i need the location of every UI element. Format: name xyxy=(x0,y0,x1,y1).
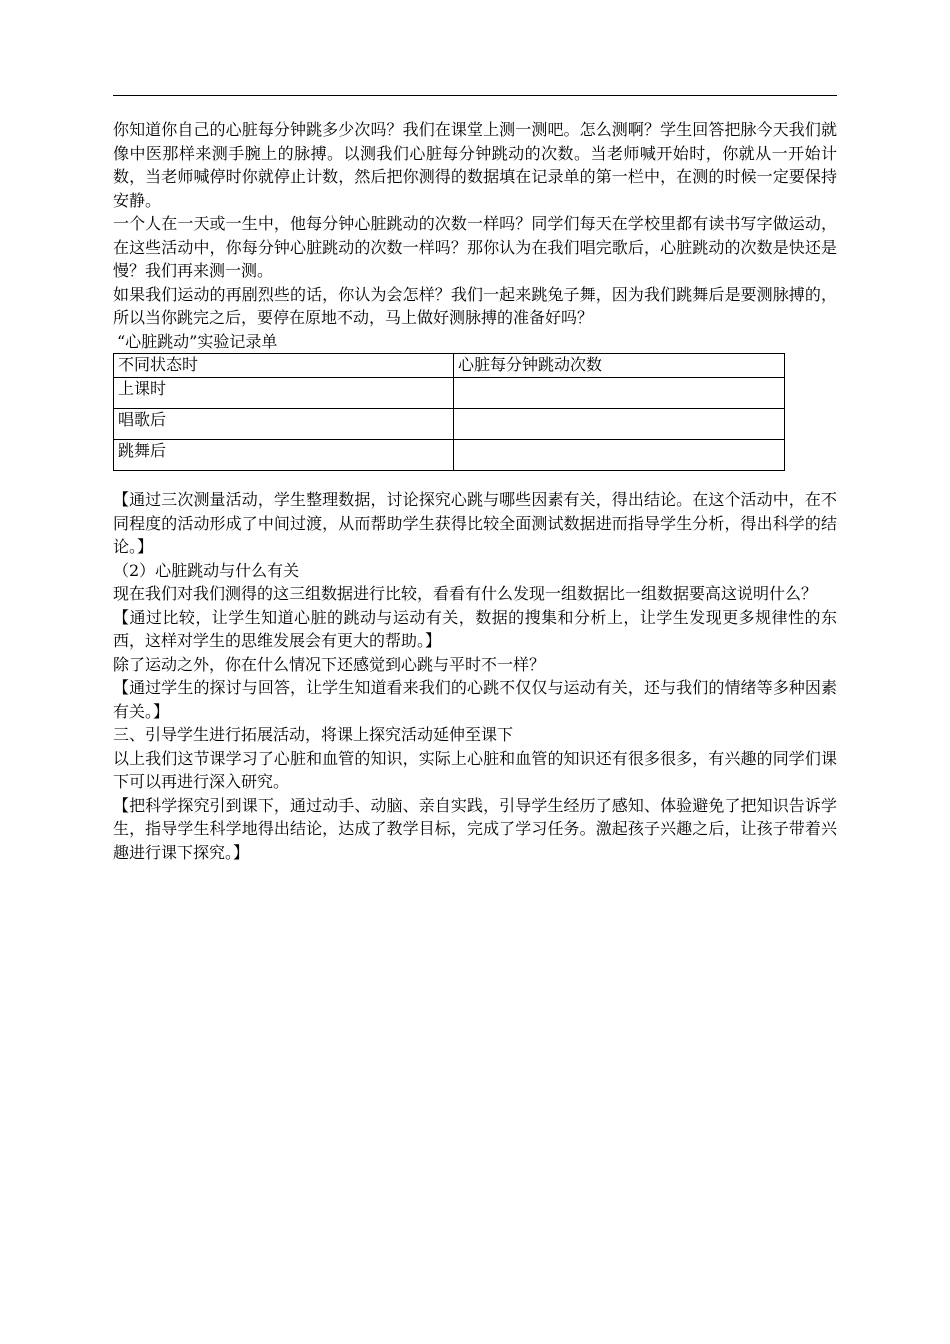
paragraph-extension-text: 以上我们这节课学习了心脏和血管的知识，实际上心脏和血管的知识还有很多很多，有兴趣的同学们课下可以再进行深入研究。 xyxy=(113,748,837,791)
paragraph-compare-data: 现在我们对我们测得的这三组数据进行比较，看看有什么发现一组数据比一组数据要高这说明什么？ xyxy=(113,584,818,603)
header-rule xyxy=(113,95,837,96)
table-cell-state: 唱歌后 xyxy=(114,409,454,440)
section-heading-extension: 三、引导学生进行拓展活动，将课上探究活动延伸至课下 xyxy=(113,725,514,744)
paragraph-note-extension: 【把科学探究引到课下，通过动手、动脑、亲自实践，引导学生经历了感知、体验避免了把知识告诉学生，指导学生科学地得出结论，达成了教学目标，完成了学习任务。激起孩子兴趣之后，让孩子带着兴趣进行课下探究。】 xyxy=(113,795,837,862)
table-row xyxy=(114,440,785,471)
paragraph-note-comparison: 【通过比较，让学生知道心脏的跳动与运动有关，数据的搜集和分析上，让学生发现更多规律性的东西，这样对学生的思维发展会有更大的帮助。】 xyxy=(113,607,837,650)
section-heading-heart-factors: （2）心脏跳动与什么有关 xyxy=(113,560,300,580)
table-cell-state: 跳舞后 xyxy=(114,440,454,471)
table-header-state: 不同状态时 xyxy=(114,354,454,378)
record-table xyxy=(113,353,785,471)
paragraph-heart-rate-question: 一个人在一天或一生中，他每分钟心脏跳动的次数一样吗？同学们每天在学校里都有读书写字做运动，在这些活动中，你每分钟心脏跳动的次数一样吗？那你认为在我们唱完歌后，心脏跳动的次数是快还是慢？我们再来测一测。 xyxy=(113,214,837,280)
paragraph-note-three-measurements: 【通过三次测量活动，学生整理数据，讨论探究心跳与哪些因素有关，得出结论。在这个活动中，在不同程度的活动形成了中间过渡，从而帮助学生获得比较全面测试数据进而指导学生分析，得出科学的结论。】 xyxy=(113,490,837,556)
table-header-row xyxy=(114,354,785,378)
paragraph-other-factors-question: 除了运动之外，你在什么情况下还感觉到心跳与平时不一样？ xyxy=(113,654,546,674)
paragraph-note-discussion: 【通过学生的探讨与回答，让学生知道看来我们的心跳不仅仅与运动有关，还与我们的情绪等多种因素有关。】 xyxy=(113,678,837,721)
table-cell-beats xyxy=(454,378,785,409)
table-header-beats: 心脏每分钟跳动次数 xyxy=(454,354,785,378)
table-row xyxy=(114,378,785,409)
table-cell-state: 上课时 xyxy=(114,378,454,409)
record-table-title: “心脏跳动”实验记录单 xyxy=(117,331,278,351)
table-cell-beats xyxy=(454,409,785,440)
paragraph-measure-pulse: 你知道你自己的心脏每分钟跳多少次吗？我们在课堂上测一测吧。怎么测啊？学生回答把脉今天我们就像中医那样来测手腕上的脉搏。以测我们心脏每分钟跳动的次数。当老师喊开始时，你就从一开始计数，当老师喊停时你就停止计数，然后把你测得的数据填在记录单的第一栏中，在测的时候一定要保持安静。 xyxy=(113,120,837,210)
table-row xyxy=(114,409,785,440)
document-body xyxy=(113,118,837,864)
paragraph-dance-activity: 如果我们运动的再剧烈些的话，你认为会怎样？我们一起来跳兔子舞，因为我们跳舞后是要测脉搏的，所以当你跳完之后，要停在原地不动，马上做好测脉搏的准备好吗？ xyxy=(113,284,837,327)
table-cell-beats xyxy=(454,440,785,471)
